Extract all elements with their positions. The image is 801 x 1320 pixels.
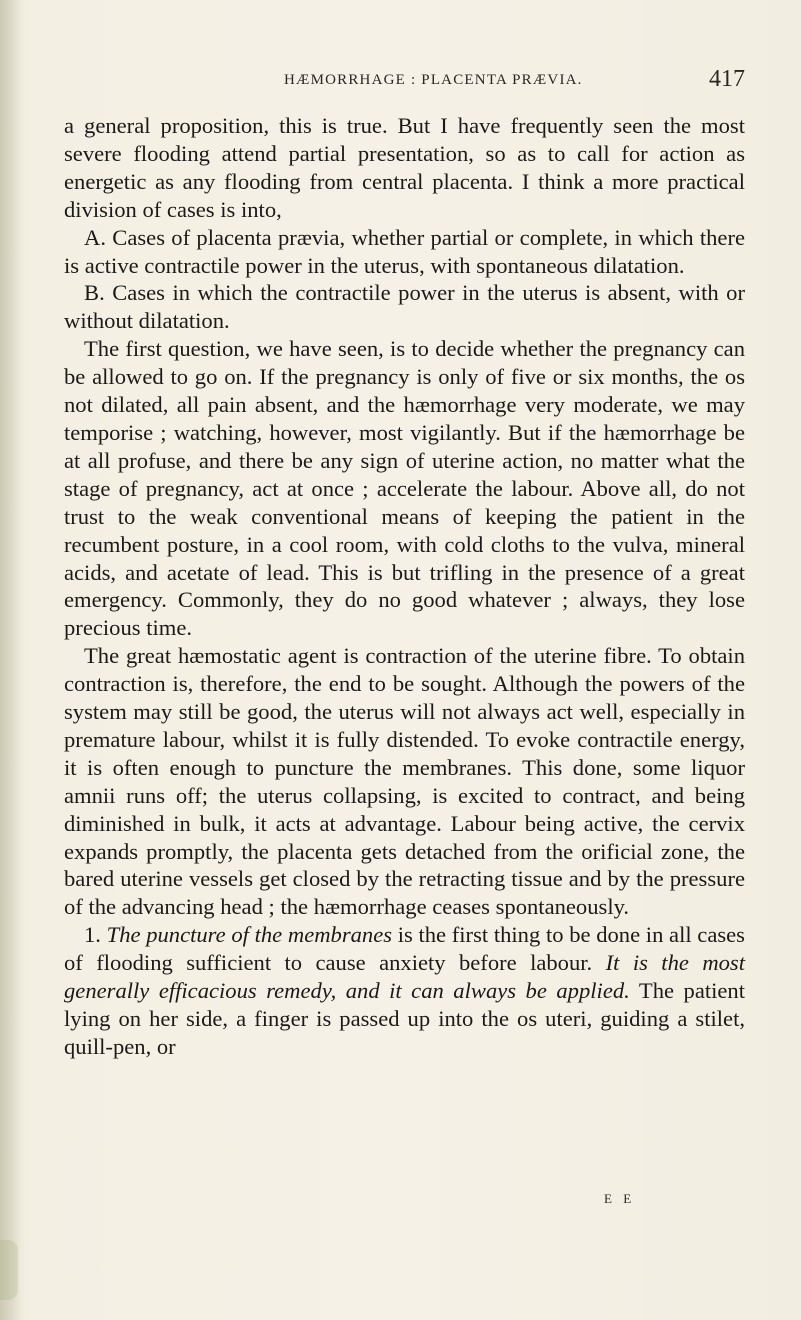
spine-shadow (0, 0, 22, 1320)
page-number: 417 (709, 66, 745, 92)
puncture-italic-title: The puncture of the membranes (106, 922, 393, 948)
puncture-tail: The patient lying on her side, a finger is passed up into the os uteri, guiding a stilet, quill-pen, or (64, 978, 746, 1059)
paragraph-puncture (64, 921, 745, 1061)
signature-mark: E E (604, 1191, 636, 1206)
paragraph-first-question: The first question, we have seen, is to decide whether the pregnancy can be allowed to go on. If the pregnancy is only of five or six months, the os not dilated, all pain absent, and the hæmorrhage very moderate, we may temporise ; watching, however, most vigilantly. But if the hæmorrhage be at all profuse, and there be any sign of uterine action, no matter what the stage of pregnancy, act at once ; accelerate the labour. Above all, do not trust to the weak conventional means of keeping the patient in the recumbent posture, in a cool room, with cold cloths to the vulva, mineral acids, and acetate of lead. This is but trifling in the presence of a great emergency. Commonly, they do no good whatever ; always, they lose precious time. (64, 336, 745, 641)
paragraph-case-a: A. Cases of placenta prævia, whether partial or complete, in which there is active contractile power in the uterus, with spontaneous dilatation. (64, 224, 745, 278)
puncture-number: 1. (84, 922, 107, 948)
paragraph-continuation: a general proposition, this is true. But I have frequently seen the most severe flooding attend partial presentation, so as to call for action as energetic as any flooding from central placenta. I think a more practical division of cases is into, (64, 113, 745, 222)
page-header (64, 62, 745, 102)
puncture-italic-remedy: It is the most generally efficacious remedy, and it can always be applied. (64, 950, 745, 1004)
running-head: HÆMORRHAGE : PLACENTA PRÆVIA. (284, 72, 583, 88)
body-text (64, 112, 745, 1061)
puncture-middle: is the first thing to be done in all cases of flooding sufficient to cause anxiety before labour. (64, 922, 745, 976)
page-stain (0, 1240, 18, 1300)
paragraph-haemostatic-agent: The great hæmostatic agent is contraction of the uterine fibre. To obtain contraction is, therefore, the end to be sought. Although the powers of the system may still be good, the uterus will not always act well, especially in premature labour, whilst it is fully distended. To evoke contractile energy, it is often enough to puncture the membranes. This done, some liquor amnii runs off; the uterus collapsing, is excited to contract, and being diminished in bulk, it acts at advantage. Labour being active, the cervix expands promptly, the placenta gets detached from the orificial zone, the bared uterine vessels get closed by the retracting tissue and by the pressure of the advancing head ; the hæmorrhage ceases spontaneously. (64, 643, 745, 920)
paragraph-case-b: B. Cases in which the contractile power in the uterus is absent, with or without dilatation. (64, 280, 745, 334)
